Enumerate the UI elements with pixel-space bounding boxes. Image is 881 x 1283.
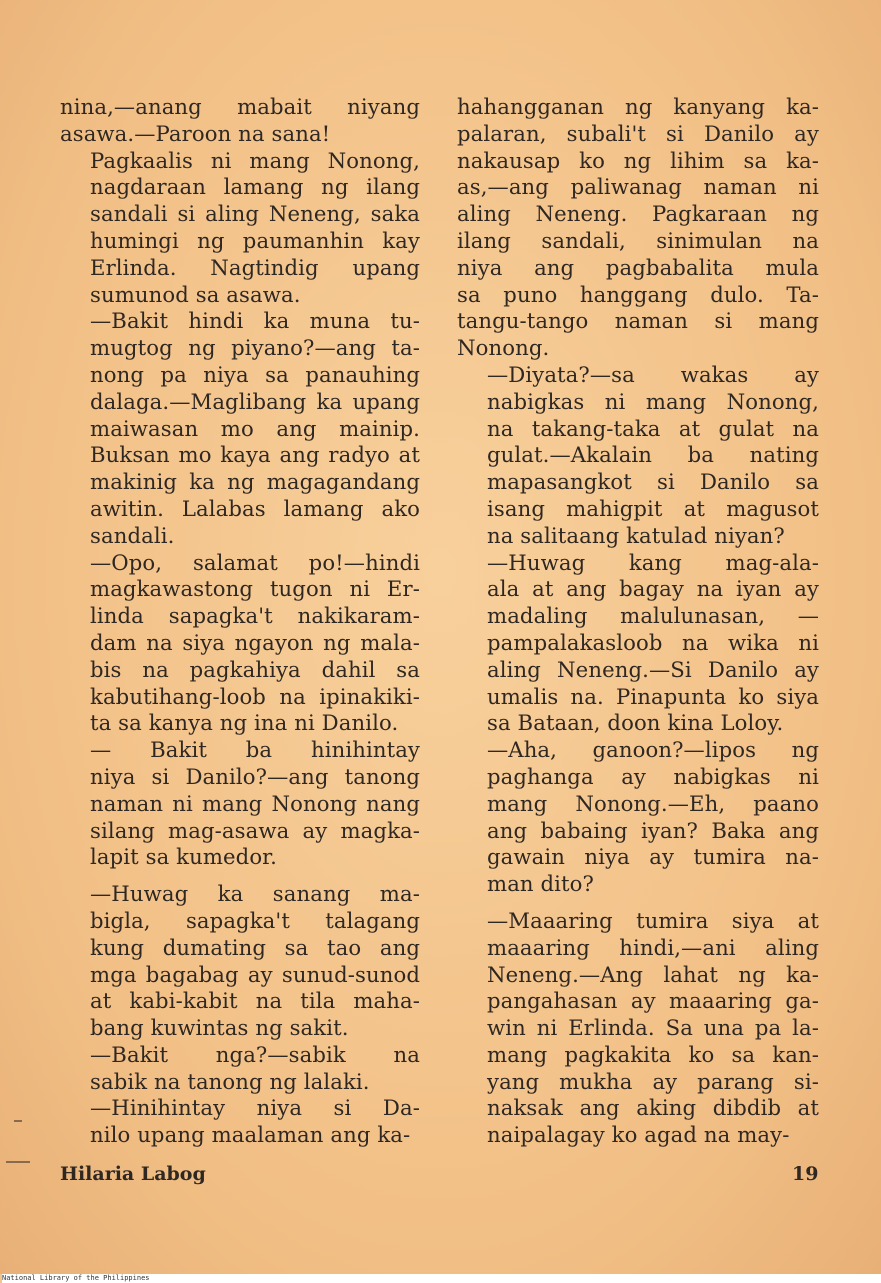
text-line: nong pa niya sa panauhing bbox=[90, 361, 420, 387]
text-line: maaaring hindi,—ani aling bbox=[487, 934, 819, 960]
paragraph bbox=[60, 308, 420, 549]
text-line: madaling malulunasan, — bbox=[487, 603, 819, 629]
text-line: Neneng.—Ang lahat ng ka- bbox=[487, 961, 819, 987]
text-line: aling Neneng. Pagkaraan ng bbox=[457, 201, 819, 227]
text-line: magkawastong tugon ni Er- bbox=[90, 576, 420, 602]
paragraph bbox=[60, 550, 420, 738]
text-line: mang Nonong.—Eh, paano bbox=[487, 790, 819, 816]
paragraph bbox=[457, 550, 819, 738]
text-line: sa Bataan, doon kina Loloy. bbox=[487, 710, 784, 736]
right-text-column bbox=[457, 94, 819, 1149]
text-line: umalis na. Pinapunta ko siya bbox=[487, 683, 819, 709]
text-line: pangahasan ay maaaring ga- bbox=[487, 988, 819, 1014]
paragraph bbox=[60, 94, 420, 148]
text-line: palaran, subali't si Danilo ay bbox=[457, 120, 819, 146]
paragraph bbox=[60, 1042, 420, 1096]
text-line: awitin. Lalabas lamang ako bbox=[90, 495, 420, 521]
text-line: hahangganan ng kanyang ka- bbox=[457, 94, 819, 119]
text-line: Erlinda. Nagtindig upang bbox=[90, 254, 420, 280]
text-line: —Bakit nga?—sabik na bbox=[90, 1041, 420, 1067]
text-line: na salitaang katulad niyan? bbox=[487, 522, 785, 548]
footer-author: Hilaria Labog bbox=[60, 1163, 206, 1185]
text-line: ang babaing iyan? Baka ang bbox=[487, 817, 819, 843]
text-line: nilo upang maalaman ang ka- bbox=[90, 1122, 411, 1148]
text-line: Pagkaalis ni mang Nonong, bbox=[90, 147, 420, 173]
text-line: Nonong. bbox=[457, 335, 550, 361]
text-line: —Hinihintay niya si Da- bbox=[90, 1095, 420, 1121]
text-line: —Diyata?—sa wakas ay bbox=[487, 361, 819, 387]
text-line: bang kuwintas ng sakit. bbox=[90, 1015, 349, 1041]
text-line: bigla, sapagka't talagang bbox=[90, 907, 420, 933]
text-line: paghanga ay nabigkas ni bbox=[487, 763, 819, 789]
text-line: na takang-taka at gulat na bbox=[487, 415, 819, 441]
paragraph-gap bbox=[60, 871, 420, 881]
text-line: niya ang pagbabalita mula bbox=[457, 254, 819, 280]
text-line: man dito? bbox=[487, 871, 594, 897]
paragraph bbox=[60, 1095, 420, 1149]
text-line: mapasangkot si Danilo sa bbox=[487, 469, 819, 495]
credit-line: National Library of the Philippines bbox=[2, 1274, 881, 1283]
left-text-column bbox=[60, 94, 420, 1149]
text-line: naman ni mang Nonong nang bbox=[90, 790, 420, 816]
text-line: pampalakasloob na wika ni bbox=[487, 629, 819, 655]
text-line: humingi ng paumanhin kay bbox=[90, 227, 420, 253]
text-line: ta sa kanya ng ina ni Danilo. bbox=[90, 710, 399, 736]
text-line: —Aha, ganoon?—lipos ng bbox=[487, 737, 819, 763]
text-line: kung dumating sa tao ang bbox=[90, 934, 420, 960]
text-line: —Opo, salamat po!—hindi bbox=[90, 549, 420, 575]
paragraph bbox=[457, 94, 819, 362]
text-line: yang mukha ay parang si- bbox=[487, 1068, 819, 1094]
paragraph bbox=[60, 737, 420, 871]
text-line: —Huwag kang mag-ala- bbox=[487, 549, 819, 575]
text-line: Buksan mo kaya ang radyo at bbox=[90, 442, 420, 468]
text-line: —Huwag ka sanang ma- bbox=[90, 881, 420, 907]
text-line: aling Neneng.—Si Danilo ay bbox=[487, 656, 819, 682]
text-line: ilang sandali, sinimulan na bbox=[457, 227, 819, 253]
paragraph-gap bbox=[457, 898, 819, 908]
text-line: kabutihang-loob na ipinakiki- bbox=[90, 683, 420, 709]
margin-mark bbox=[14, 1120, 22, 1122]
paragraph bbox=[60, 881, 420, 1042]
text-line: naipalagay ko agad na may- bbox=[487, 1122, 790, 1148]
text-line: nakausap ko ng lihim sa ka- bbox=[457, 147, 819, 173]
text-line: nina,—anang mabait niyang bbox=[60, 94, 420, 119]
text-line: —Bakit hindi ka muna tu- bbox=[90, 308, 420, 334]
text-line: makinig ka ng magagandang bbox=[90, 469, 420, 495]
text-line: naksak ang aking dibdib at bbox=[487, 1095, 819, 1121]
text-line: as,—ang paliwanag naman ni bbox=[457, 174, 819, 200]
text-line: sumunod sa asawa. bbox=[90, 281, 301, 307]
text-line: bis na pagkahiya dahil sa bbox=[90, 656, 420, 682]
paragraph bbox=[457, 908, 819, 1149]
text-line: gawain niya ay tumira na- bbox=[487, 844, 819, 870]
text-line: — Bakit ba hinihintay bbox=[90, 737, 420, 763]
text-line: niya si Danilo?—ang tanong bbox=[90, 763, 420, 789]
text-line: mang pagkakita ko sa kan- bbox=[487, 1041, 819, 1067]
text-line: tangu-tango naman si mang bbox=[457, 308, 819, 334]
text-line: sa puno hanggang dulo. Ta- bbox=[457, 281, 819, 307]
text-line: —Maaaring tumira siya at bbox=[487, 907, 819, 933]
text-line: maiwasan mo ang mainip. bbox=[90, 415, 420, 441]
text-line: sandali. bbox=[90, 522, 175, 548]
text-line: gulat.—Akalain ba nating bbox=[487, 442, 819, 468]
text-line: mga bagabag ay sunud-sunod bbox=[90, 961, 420, 987]
text-line: mugtog ng piyano?—ang ta- bbox=[90, 335, 420, 361]
text-line: ala at ang bagay na iyan ay bbox=[487, 576, 819, 602]
text-line: sabik na tanong ng lalaki. bbox=[90, 1068, 370, 1094]
paragraph bbox=[60, 148, 420, 309]
margin-mark bbox=[6, 1161, 30, 1163]
text-line: sandali si aling Neneng, saka bbox=[90, 201, 420, 227]
paragraph bbox=[457, 737, 819, 898]
text-line: asawa.—Paroon na sana! bbox=[60, 120, 331, 146]
text-line: lapit sa kumedor. bbox=[90, 844, 277, 870]
page-number: 19 bbox=[792, 1163, 819, 1185]
text-line: linda sapagka't nakikaram- bbox=[90, 603, 420, 629]
text-line: silang mag-asawa ay magka- bbox=[90, 817, 420, 843]
text-line: at kabi-kabit na tila maha- bbox=[90, 988, 420, 1014]
text-line: isang mahigpit at magusot bbox=[487, 495, 819, 521]
text-line: win ni Erlinda. Sa una pa la- bbox=[487, 1015, 819, 1041]
text-line: nagdaraan lamang ng ilang bbox=[90, 174, 420, 200]
paragraph bbox=[457, 362, 819, 550]
text-line: dalaga.—Maglibang ka upang bbox=[90, 388, 420, 414]
text-line: dam na siya ngayon ng mala- bbox=[90, 629, 420, 655]
text-line: nabigkas ni mang Nonong, bbox=[487, 388, 819, 414]
